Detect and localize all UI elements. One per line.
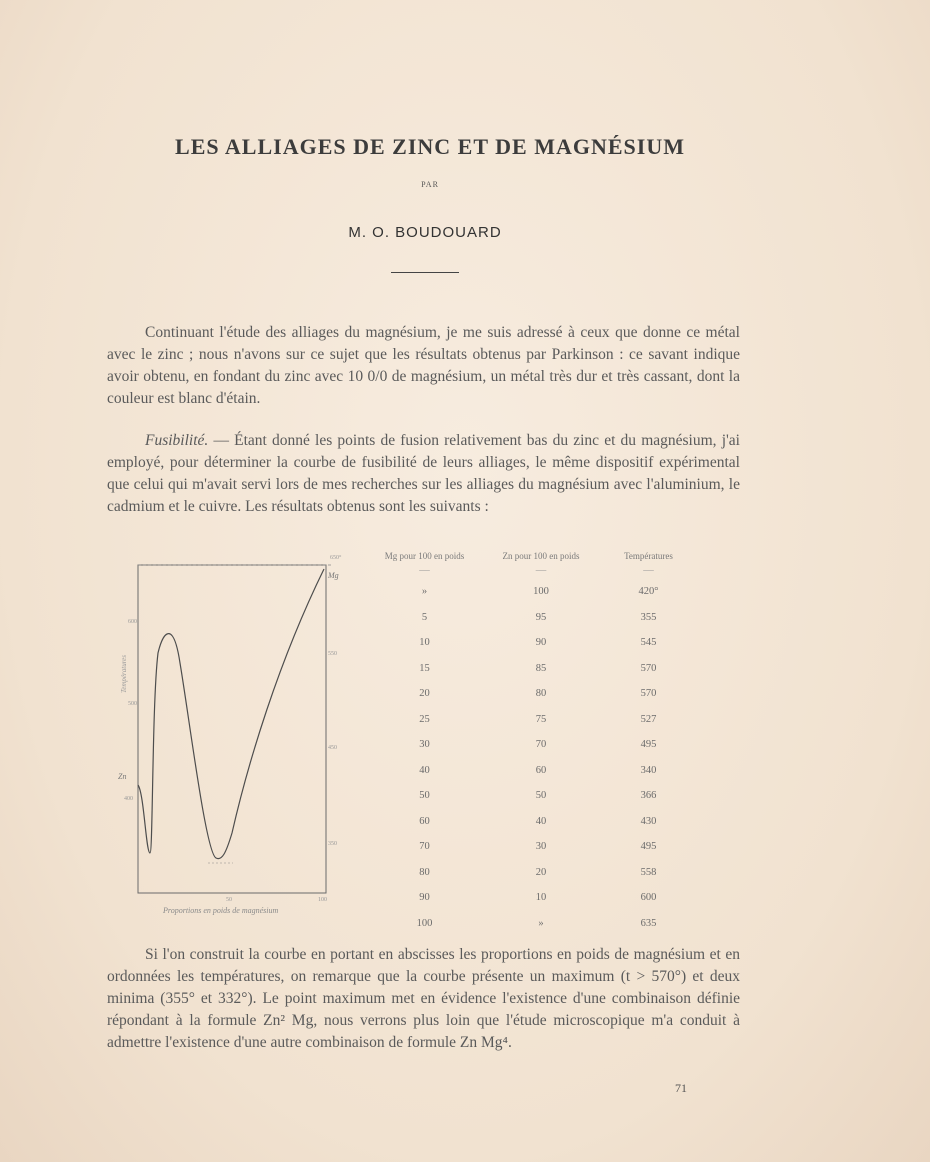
cell-zn: 70	[535, 739, 547, 750]
cell-temp: 570	[640, 662, 657, 674]
table-row	[362, 630, 702, 656]
table-row	[362, 860, 702, 886]
cell-zn: 90	[535, 637, 547, 648]
x-axis-label: Proportions en poids de magnésium	[163, 906, 279, 915]
y-tick-right-650: 650°	[330, 555, 342, 561]
cell-mg: 20	[419, 688, 430, 699]
cell-temp: 340	[640, 764, 657, 776]
cell-mg: 50	[419, 790, 430, 801]
cell-zn: 85	[535, 662, 547, 674]
table-row	[362, 809, 702, 835]
article-title: LES ALLIAGES DE ZINC ET DE MAGNÉSIUM	[175, 134, 685, 159]
table-row	[362, 885, 702, 911]
cell-temp: 430	[640, 815, 657, 827]
cell-mg: 70	[419, 841, 430, 852]
cell-mg: 60	[419, 815, 430, 827]
cell-zn: »	[538, 917, 544, 929]
cell-mg: 90	[419, 892, 430, 903]
cell-zn: 75	[535, 713, 547, 725]
cell-mg: 40	[419, 764, 430, 776]
y-tick-right-350: 350	[328, 841, 337, 847]
cell-zn: 95	[535, 611, 547, 623]
paragraph-fusibilite-text: — Étant donné les points de fusion relativement bas du zinc et du magnésium, j'ai employé, pour déterminer la courbe de fusibilité de leurs alliages, le même dispositif expérimental que celui qui m'avait servi lors de mes recherches sur les alliages du magnésium avec l'aluminium, le cadmium et le cuivre. Les résultats obtenus sont les suivants :	[107, 432, 740, 515]
header-temp: Températures	[624, 551, 673, 561]
cell-temp: 366	[640, 790, 657, 801]
table-row	[362, 911, 702, 937]
y-tick-right-450: 450	[328, 745, 337, 751]
table-header	[362, 551, 702, 561]
table-row	[362, 656, 702, 682]
y-tick-left-500: 500	[128, 701, 137, 707]
cell-temp: 600	[640, 892, 657, 903]
cell-temp: 355	[640, 611, 657, 623]
paragraph-fusibilite	[107, 430, 740, 518]
cell-zn: 80	[535, 688, 547, 699]
table-row	[362, 834, 702, 860]
cell-mg: 15	[419, 662, 430, 674]
cell-zn: 60	[535, 764, 547, 776]
page-number: 71	[675, 1081, 687, 1095]
dash: —	[643, 565, 654, 576]
cell-zn: 100	[533, 586, 549, 597]
paragraph-intro: Continuant l'étude des alliages du magnésium, je me suis adressé à ceux que donne ce métal avec le zinc ; nous n'avons sur ce sujet que les résultats obtenus par Parkinson : ce savant indique avoir obtenu, en fondant du zinc avec 10 0/0 de magnésium, un métal très dur et très cassant, dont la couleur est blanc d'étain.	[107, 324, 740, 407]
header-zn: Zn pour 100 en poids	[502, 551, 580, 561]
table-row	[362, 579, 702, 605]
cell-zn: 10	[535, 892, 547, 903]
results-table	[362, 551, 702, 936]
x-tick-50: 50	[226, 897, 232, 903]
title-divider	[391, 272, 459, 273]
table-row	[362, 783, 702, 809]
cell-temp: 495	[640, 739, 657, 750]
cell-zn: 30	[535, 841, 547, 852]
y-tick-right-550: 550	[328, 651, 337, 657]
paragraph-conclusion: Si l'on construit la courbe en portant en abscisses les proportions en poids de magnésium et en ordonnées les températures, on remarque que la courbe présente un maximum (t > 570°) et deux minima (355° et 332°). Le point maximum met en évidence l'existence d'une combinaison définie répondant à la formule Zn² Mg, nous verrons plus loin que l'étude microscopique m'a conduit à admettre l'existence d'une autre combinaison de formule Zn Mg⁴.	[107, 946, 740, 1051]
dash: —	[535, 565, 547, 576]
table-row	[362, 758, 702, 784]
cell-temp: 420°	[638, 586, 659, 597]
cell-temp: 545	[640, 637, 657, 648]
fusibility-curve	[138, 569, 324, 859]
mg-label: Mg	[328, 571, 339, 580]
cell-zn: 40	[535, 815, 547, 827]
table-row	[362, 732, 702, 758]
cell-mg: »	[421, 586, 428, 597]
cell-temp: 527	[640, 713, 657, 725]
cell-zn: 20	[535, 866, 547, 878]
cell-zn: 50	[535, 790, 547, 801]
cell-mg: 30	[419, 739, 430, 750]
dash: —	[419, 565, 430, 576]
figure-frame	[138, 565, 326, 893]
table-row	[362, 605, 702, 631]
table-row	[362, 707, 702, 733]
fusibility-curve-figure	[108, 553, 358, 918]
zn-label: Zn	[118, 772, 127, 781]
cell-temp: 495	[640, 841, 657, 852]
header-mg: Mg pour 100 en poids	[384, 551, 465, 561]
author-name: M. O. BOUDOUARD	[348, 224, 502, 241]
y-tick-left-600: 600	[128, 619, 137, 625]
cell-temp: 635	[640, 917, 657, 929]
table-dash-row	[362, 565, 702, 579]
byline-par: PAR	[421, 180, 439, 189]
x-tick-100: 100	[318, 897, 327, 903]
table-row	[362, 681, 702, 707]
table-body	[362, 579, 702, 936]
cell-temp: 558	[640, 866, 657, 878]
y-axis-label: Températures	[120, 655, 128, 693]
cell-mg: 25	[419, 713, 430, 725]
cell-mg: 80	[419, 866, 430, 878]
cell-mg: 10	[419, 637, 430, 648]
cell-temp: 570	[640, 688, 657, 699]
cell-mg: 100	[416, 917, 433, 929]
cell-mg: 5	[421, 611, 428, 623]
section-label: Fusibilité.	[145, 432, 209, 449]
y-tick-left-400: 400	[124, 796, 133, 802]
